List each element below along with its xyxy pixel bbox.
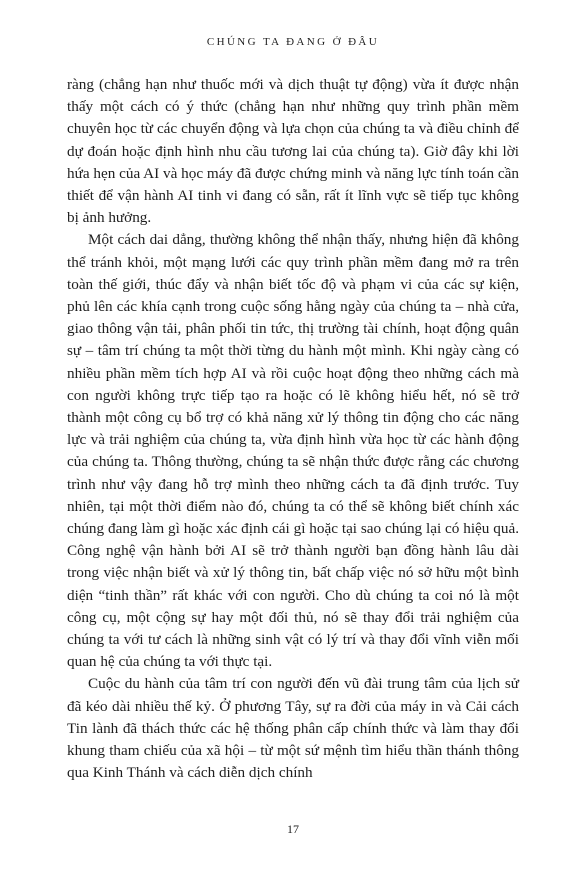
- running-head: CHÚNG TA ĐANG Ở ĐÂU: [206, 36, 380, 48]
- body-text: [67, 74, 519, 785]
- paragraph-continued: ràng (chẳng hạn như thuốc mới và dịch thuật tự động) vừa ít được nhận thấy một cách có ý thức (chẳng hạn như những quy trình phần mềm chuyên học từ các chuyển động và lựa chọn của chúng ta và điều chỉnh để dự đoán hoặc định hình nhu cầu tương lai của chúng ta). Giờ đây khi lời hứa hẹn của AI và học máy đã được chứng minh và năng lực tính toán cần thiết để vận hành AI tinh vi đang có sẵn, rất ít lĩnh vực sẽ tiếp tục không bị ảnh hưởng.: [67, 76, 519, 227]
- page-number: 17: [287, 822, 299, 836]
- paragraph: Một cách dai dẳng, thường không thể nhận thấy, nhưng hiện đã không thể tránh khỏi, một mạng lưới các quy trình phần mềm đang mở ra trên toàn thế giới, thúc đẩy và nhận biết tốc độ và phạm vi của các sự kiện, phủ lên các khía cạnh trong cuộc sống hằng ngày của chúng ta – nhà cửa, giao thông vận tải, phân phối tin tức, thị trường tài chính, hoạt động quân sự – tâm trí chúng ta một thời từng du hành một mình. Khi ngày càng có nhiều phần mềm tích hợp AI và rồi cuộc hoạt động theo những cách mà con người không trực tiếp tạo ra hoặc có lẽ không hiểu hết, nó sẽ trở thành một công cụ bổ trợ có khả năng xử lý thông tin động cho các năng lực và trải nghiệm của chúng ta, vừa định hình vừa học từ các hành động của chúng ta. Thông thường, chúng ta sẽ nhận thức được rằng các chương trình như vậy đang hỗ trợ mình theo những cách ta đã định trước. Tuy nhiên, tại một thời điểm nào đó, chúng ta có thể sẽ không biết chính xác chúng đang làm gì hoặc xác định cái gì hoặc tại sao chúng lại có hiệu quả. Công nghệ vận hành bởi AI sẽ trở thành người bạn đồng hành lâu dài trong việc nhận biết và xử lý thông tin, bất chấp việc nó sở hữu một bình diện “tinh thần” rất khác với con người. Cho dù chúng ta coi nó là một công cụ, một cộng sự hay một đối thủ, nó sẽ thay đổi trải nghiệm của chúng ta với tư cách là những sinh vật có lý trí và thay đổi vĩnh viễn mối quan hệ của chúng ta với thực tại.: [67, 231, 519, 671]
- paragraph: Cuộc du hành của tâm trí con người đến vũ đài trung tâm của lịch sử đã kéo dài nhiều thế kỷ. Ở phương Tây, sự ra đời của máy in và Cải cách Tin lành đã thách thức các hệ thống phân cấp chính thức và làm thay đổi khung tham chiếu của xã hội – từ một sứ mệnh tìm hiểu thần thánh thông qua Kinh Thánh và cách diễn dịch chính: [67, 675, 519, 782]
